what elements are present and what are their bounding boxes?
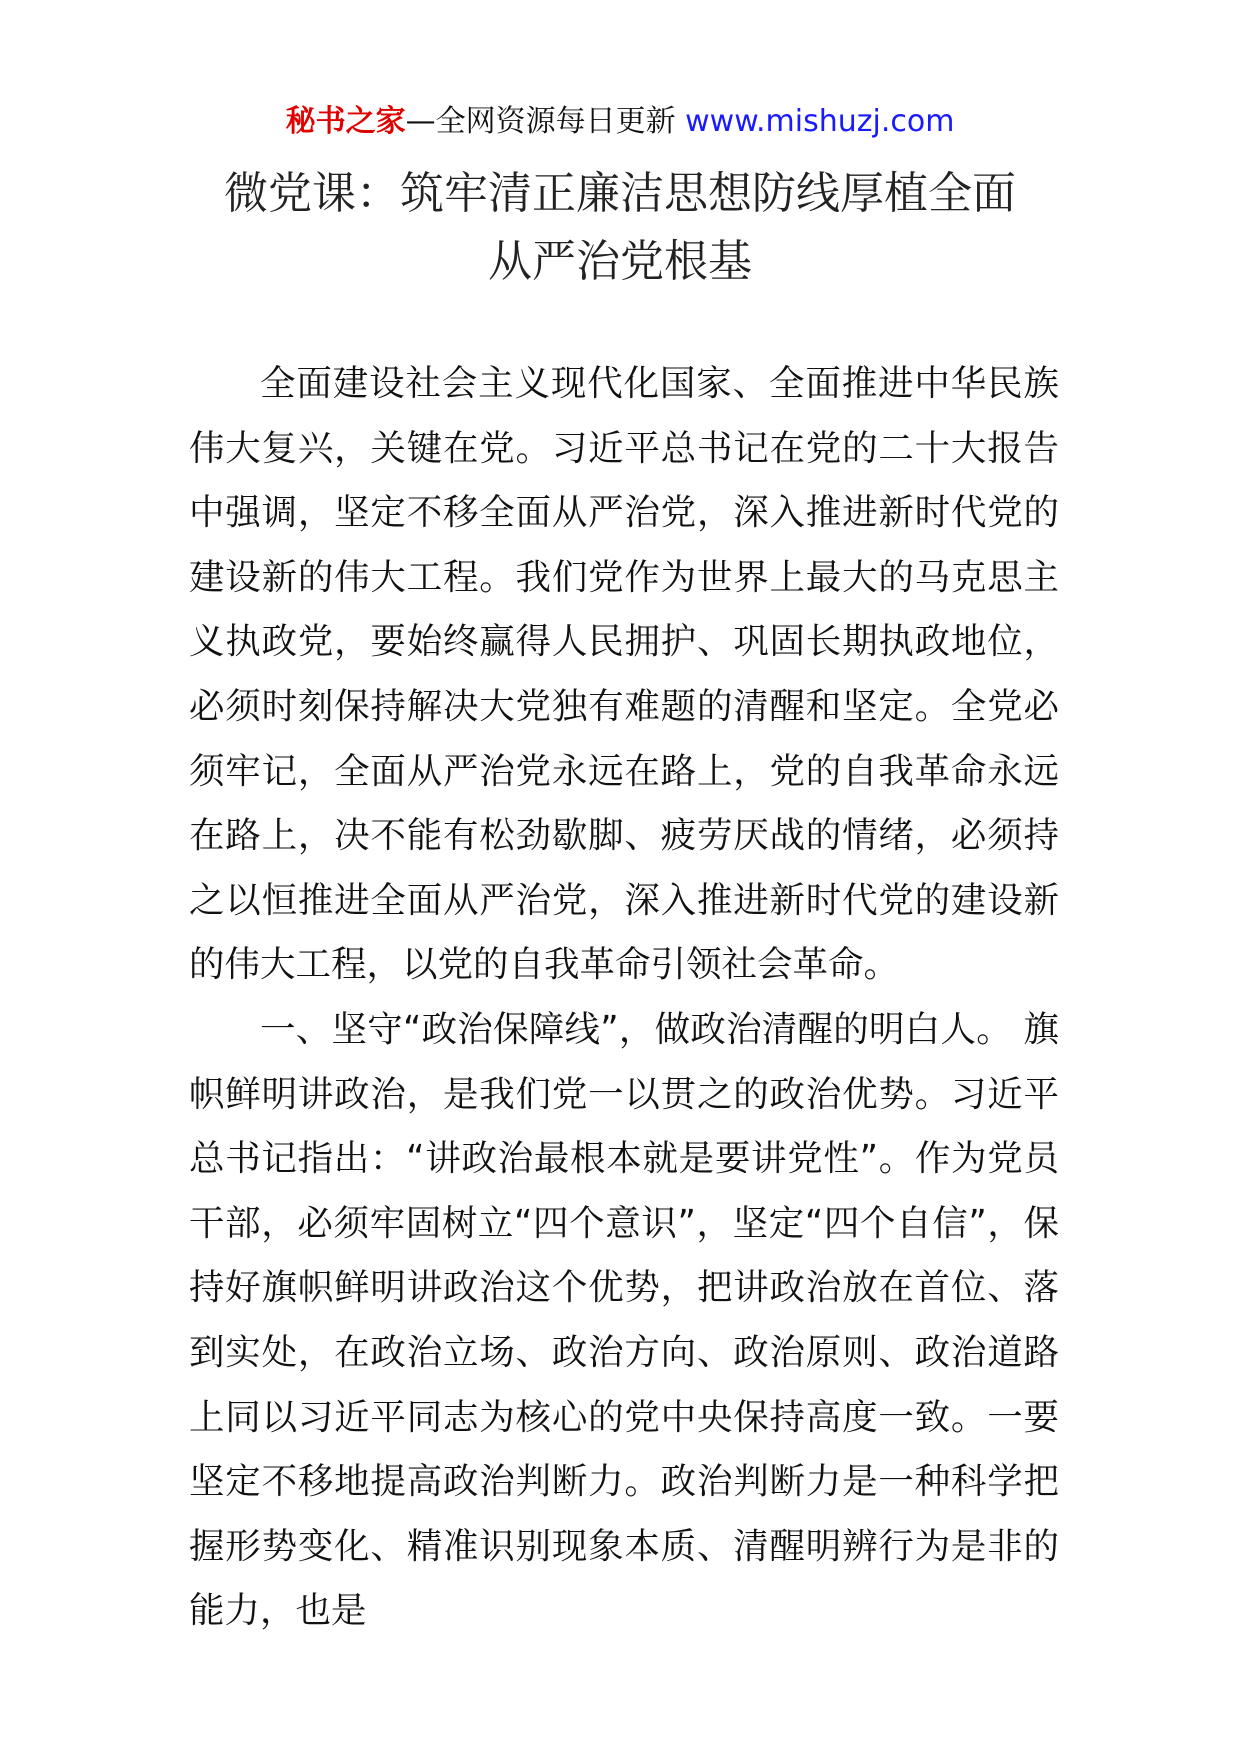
title-line-1: 微党课：筑牢清正廉洁思想防线厚植全面 [224, 168, 1016, 219]
section-1-text: 旗帜鲜明讲政治，是我们党一以贯之的政治优势。习近平总书记指出：“讲政治最根本就是要讲党性”。作为党员干部，必须牢固树立“四个意识”，坚定“四个自信”，保持好旗帜鲜明讲政治这个优势，把讲政治放在首位、落到实处，在政治立场、政治方向、政治原则、政治道路上同以习近平同志为核心的党中央保持高度一致。一要坚定不移地提高政治判断力。政治判断力是一种科学把握形势变化、精准识别现象本质、清醒明辨行为是非的能力，也是 [189, 1008, 1059, 1632]
document-title [150, 160, 1090, 296]
section-1-heading: 一、坚守“政治保障线”，做政治清醒的明白人。 [260, 1008, 1012, 1050]
page-header [0, 100, 1240, 144]
section-1-paragraph [189, 998, 1059, 1644]
header-slogan: —全网资源每日更新 [405, 104, 686, 139]
website-link[interactable]: www.mishuzj.com [685, 104, 955, 139]
title-line-2: 从严治党根基 [488, 236, 752, 287]
intro-paragraph: 全面建设社会主义现代化国家、全面推进中华民族伟大复兴，关键在党。习近平总书记在党的二十大报告中强调，坚定不移全面从严治党，深入推进新时代党的建设新的伟大工程。我们党作为世界上最大的马克思主义执政党，要始终赢得人民拥护、巩固长期执政地位，必须时刻保持解决大党独有难题的清醒和坚定。全党必须牢记，全面从严治党永远在路上，党的自我革命永远在路上，决不能有松劲歇脚、疲劳厌战的情绪，必须持之以恒推进全面从严治党，深入推进新时代党的建设新的伟大工程，以党的自我革命引领社会革命。 [189, 363, 1059, 986]
document-body [189, 352, 1059, 1644]
brand-name: 秘书之家 [285, 104, 406, 139]
